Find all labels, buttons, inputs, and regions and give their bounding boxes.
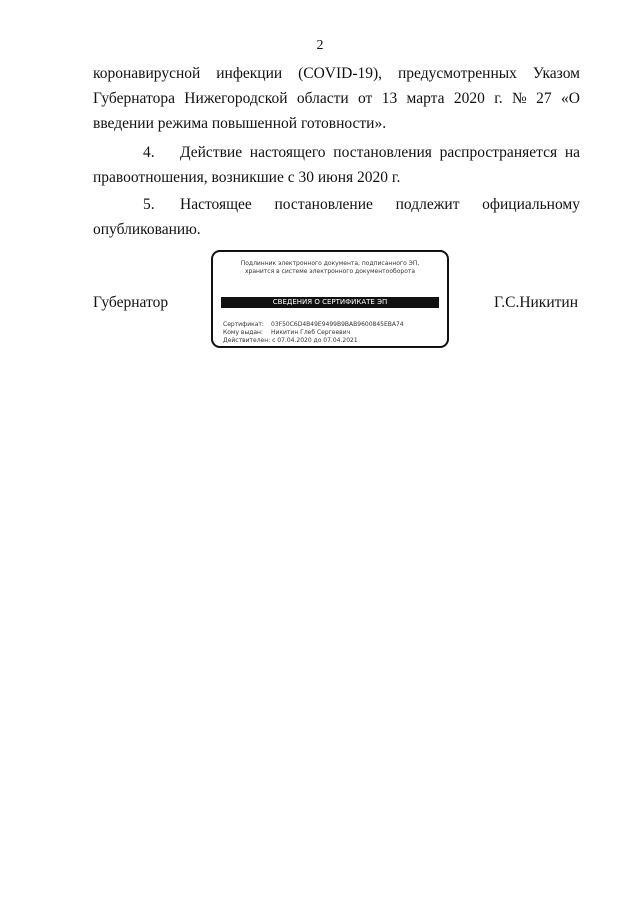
item-4-text: Действие настоящего постановления распространяется на правоотношения, возникшие с 30 июня 2020 г. xyxy=(93,144,580,186)
item-5-text: Настоящее постановление подлежит официальному опубликованию. xyxy=(93,196,580,238)
item-4-paragraph xyxy=(93,140,580,190)
valid-label: Действителен: xyxy=(223,337,271,344)
stamp-notice xyxy=(213,260,447,276)
signer-title: Губернатор xyxy=(93,294,169,311)
item-5-paragraph xyxy=(93,192,580,242)
line2-word: 13 xyxy=(381,90,398,107)
line2-word: 27 xyxy=(536,90,552,107)
electronic-signature-stamp xyxy=(211,250,449,348)
line2-word: № xyxy=(512,90,527,107)
line1-word: предусмотренных xyxy=(398,65,517,82)
stamp-notice-line-2: хранится в системе электронного документооборота xyxy=(244,268,416,275)
certificate-value: 03F50C6D4B49E9499B9BAB9600845EBA74 xyxy=(271,321,404,328)
line1-word: коронавирусной xyxy=(93,65,201,82)
page-number: 2 xyxy=(316,38,324,53)
certificate-label: Сертификат: xyxy=(223,321,264,328)
line2-word: марта xyxy=(406,90,445,107)
valid-row xyxy=(223,337,404,345)
line1-word: Указом xyxy=(532,65,580,82)
valid-value: с 07.04.2020 до 07.04.2021 xyxy=(272,337,358,344)
paragraph-line-2 xyxy=(93,86,580,111)
item-5-number: 5. xyxy=(143,196,155,213)
line2-word: Губернатора xyxy=(93,90,175,107)
issued-to-value: Никитин Глеб Сергеевич xyxy=(271,329,351,336)
line2-word: «О xyxy=(561,90,580,107)
paragraph-line-3: введении режима повышенной готовности». xyxy=(93,115,387,132)
issued-to-row xyxy=(223,329,404,337)
paragraph-line-1 xyxy=(93,61,580,86)
line1-word: (COVID-19), xyxy=(298,65,383,82)
signer-name: Г.С.Никитин xyxy=(494,294,578,311)
stamp-notice-line-1: Подлинник электронного документа, подписанного ЭП, xyxy=(240,260,420,267)
item-4-number: 4. xyxy=(143,144,155,161)
certificate-row xyxy=(223,321,404,329)
stamp-details xyxy=(223,321,404,345)
line2-word: области xyxy=(296,90,349,107)
line2-word: от xyxy=(358,90,373,107)
line1-word: инфекции xyxy=(216,65,283,82)
line2-word: 2020 xyxy=(453,90,485,107)
issued-to-label: Кому выдан: xyxy=(223,329,263,336)
stamp-header: СВЕДЕНИЯ О СЕРТИФИКАТЕ ЭП xyxy=(221,297,439,308)
continued-paragraph xyxy=(93,61,580,136)
line2-word: Нижегородской xyxy=(184,90,288,107)
line2-word: г. xyxy=(494,90,503,107)
